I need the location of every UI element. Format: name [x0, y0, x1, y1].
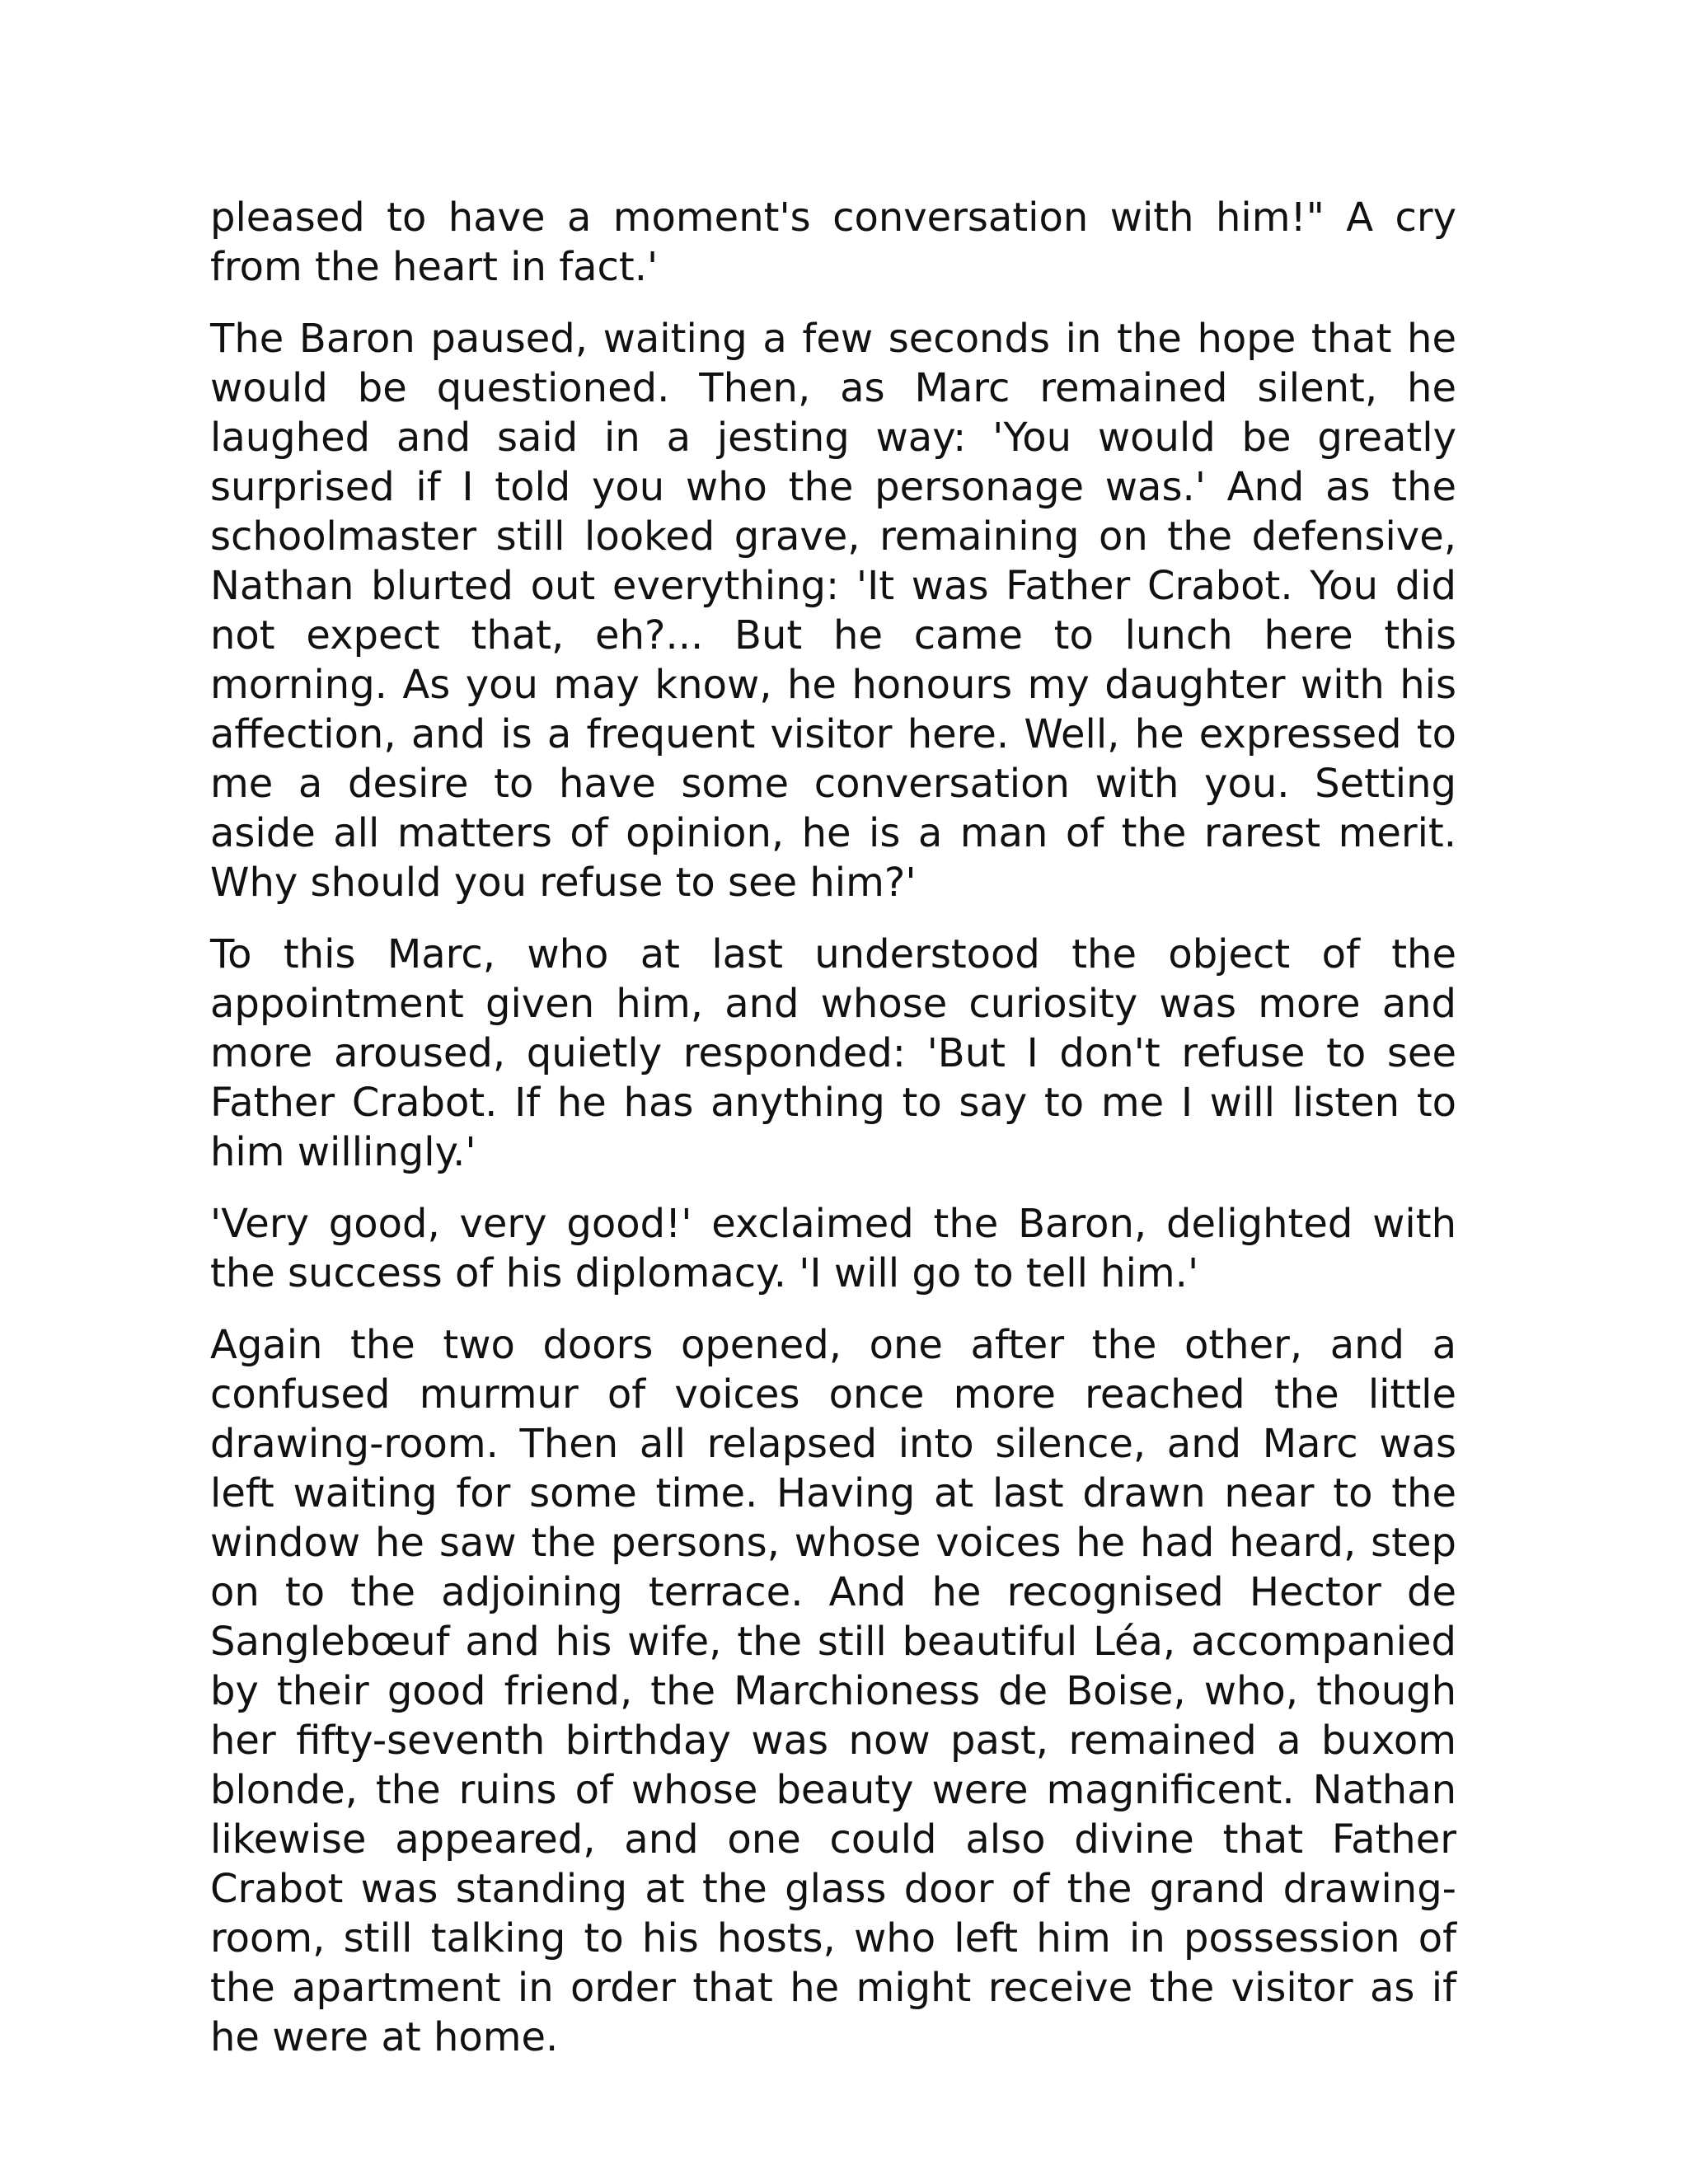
paragraph-5: Again the two doors opened, one after the other, and a confused murmur of voices once more reached the little drawing-room. Then all relapsed into silence, and Marc was left waiting for some time. Having at last drawn near to the window he saw the persons, whose voices he had heard, step on to the adjoining terrace. And he recognised Hector de Sanglebœuf and his wife, the still beautiful Léa, accompanied by their good friend, the Marchioness de Boise, who, though her fifty-seventh birthday was now past, remained a buxom blonde, the ruins of whose beauty were magnificent. Nathan likewise appeared, and one could also divine that Father Crabot was standing at the glass door of the grand drawing-room, still talking to his hosts, who left him in possession of the apartment in order that he might receive the visitor as if he were at home. [210, 1322, 1456, 2060]
paragraph-2: The Baron paused, waiting a few seconds in the hope that he would be questioned. Then, as Marc remained silent, he laughed and said in a jesting way: 'You would be greatly surprised if I told you who the personage was.' And as the schoolmaster still looked grave, remaining on the defensive, Nathan blurted out everything: 'It was Father Crabot. You did not expect that, eh?... But he came to lunch here this morning. As you may know, he honours my daughter with his affection, and is a frequent visitor here. Well, he expressed to me a desire to have some conversation with you. Setting aside all matters of opinion, he is a man of the rarest merit. Why should you refuse to see him?' [210, 316, 1456, 906]
document-page [210, 193, 1456, 2084]
paragraph-1: pleased to have a moment's conversation with him!" A cry from the heart in fact.' [210, 194, 1456, 290]
paragraph-4: 'Very good, very good!' exclaimed the Baron, delighted with the success of his diplomacy. 'I will go to tell him.' [210, 1201, 1456, 1296]
paragraph-3: To this Marc, who at last understood the object of the appointment given him, and whose curiosity was more and more aroused, quietly responded: 'But I don't refuse to see Father Crabot. If he has anything to say to me I will listen to him willingly.' [210, 931, 1456, 1175]
